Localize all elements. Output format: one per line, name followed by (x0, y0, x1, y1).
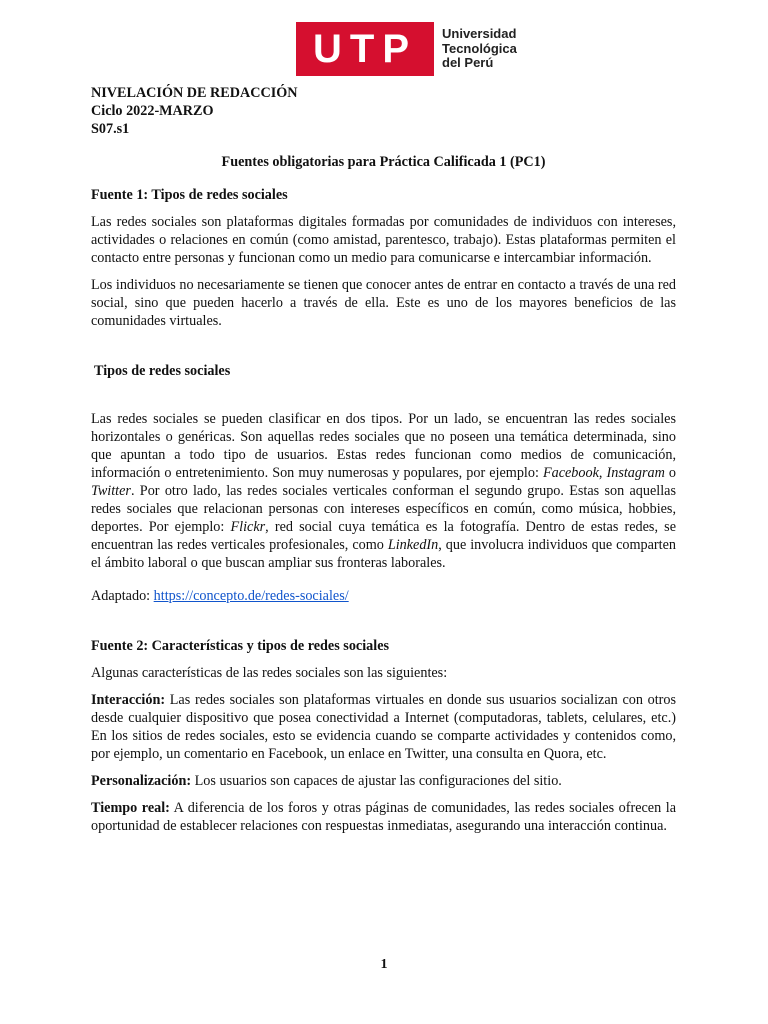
personalizacion-paragraph (91, 772, 676, 790)
personalizacion-text: Los usuarios son capaces de ajustar las configuraciones del sitio. (191, 773, 562, 789)
adapted-source (91, 587, 676, 605)
document-title: Fuentes obligatorias para Práctica Calificada 1 (PC1) (221, 154, 546, 170)
fuente-1-title: Fuente 1: Tipos de redes sociales (91, 187, 288, 203)
p3-text-1: Las redes sociales se pueden clasificar en dos tipos. Por un lado, se encuentran las redes sociales horizontales o genéricas. Son aquellas redes sociales que no poseen una temática determinada, sino que apuntan a todo tipo de usuarios. Estas redes funcionan como medios de comunicación, información o entretenimiento. Son muy numerosas y populares, por ejemplo: (91, 411, 676, 481)
fuente-2-intro: Algunas características de las redes sociales son las siguientes: (91, 665, 448, 681)
tiempo-real-label: Tiempo real: (91, 800, 170, 816)
logo-line-1: Universidad (442, 26, 517, 41)
logo-line-3: del Perú (442, 55, 494, 70)
logo-university-name (442, 27, 517, 71)
p3-text-3: , red social cuya temática es la fotografía. Dentro de estas redes, se encuentran las redes verticales profesionales, como (91, 519, 676, 553)
interaccion-label: Interacción: (91, 692, 166, 708)
session-code: S07.s1 (91, 121, 130, 137)
fuente-1-paragraph-3 (91, 410, 676, 572)
document-body (91, 84, 676, 835)
p3-text-2: . Por otro lado, las redes sociales verticales conforman el segundo grupo. Estas son aquellas redes sociales que relacionan personas con intereses específicos en común, como música, hobbies, deportes. Por ejemplo: (91, 483, 676, 535)
tiempo-real-text: A diferencia de los foros y otras páginas de comunidades, las redes sociales ofrecen la oportunidad de establecer relaciones con respuestas inmediatas, asegurando una interacción continua. (91, 800, 676, 834)
fuente-2-title: Fuente 2: Características y tipos de redes sociales (91, 638, 390, 654)
fuente-1-paragraph-1: Las redes sociales son plataformas digitales formadas por comunidades de individuos con intereses, actividades o relaciones en común (como amistad, parentesco, trabajo). Estas plataformas permiten el contacto entre personas y funcionan como un medio para comunicarse e intercambiar información. (91, 214, 676, 266)
interaccion-text: Las redes sociales son plataformas virtuales en donde sus usuarios socializan con otros desde cualquier dispositivo que posea conectividad a Internet (computadoras, tablets, celulares, etc.) En los sitios de redes sociales, esto se evidencia cuando se comparte actividades y contenidos como, por ejemplo, un comentario en Facebook, un enlace en Twitter, una consulta en Quora, etc. (91, 692, 676, 762)
interaccion-paragraph (91, 691, 676, 763)
linkedin-mention: LinkedIn (387, 537, 439, 553)
course-cycle: Ciclo 2022-MARZO (91, 103, 214, 119)
instagram-mention: Instagram (606, 465, 665, 481)
source-link[interactable]: https://concepto.de/redes-sociales/ (153, 588, 349, 604)
flickr-mention: Flickr (230, 519, 266, 535)
personalizacion-label: Personalización: (91, 773, 192, 789)
fuente-1-paragraph-2: Los individuos no necesariamente se tienen que conocer antes de entrar en contacto a través de una red social, sino que pueden hacerlo a través de ella. Este es uno de los mayores beneficios de las comunidades virtuales. (91, 277, 676, 329)
logo-red-box (296, 22, 434, 76)
p3-text-4: , que involucra individuos que comparten el ámbito laboral o que buscan ampliar sus fronteras laborales. (91, 537, 676, 571)
logo-line-2: Tecnológica (442, 40, 517, 56)
tiempo-real-paragraph (91, 799, 676, 835)
tipos-subtitle: Tipos de redes sociales (94, 363, 231, 379)
twitter-mention: Twitter (91, 483, 131, 499)
course-title: NIVELACIÓN DE REDACCIÓN (91, 85, 298, 101)
page-number: 1 (380, 957, 388, 972)
p3-sep-1: , (598, 465, 607, 481)
utp-logo (296, 22, 516, 76)
logo-letters: UTP (313, 27, 417, 71)
p3-sep-2: o (664, 465, 676, 481)
facebook-mention: Facebook (542, 465, 599, 481)
adapted-label: Adaptado: (91, 588, 154, 604)
